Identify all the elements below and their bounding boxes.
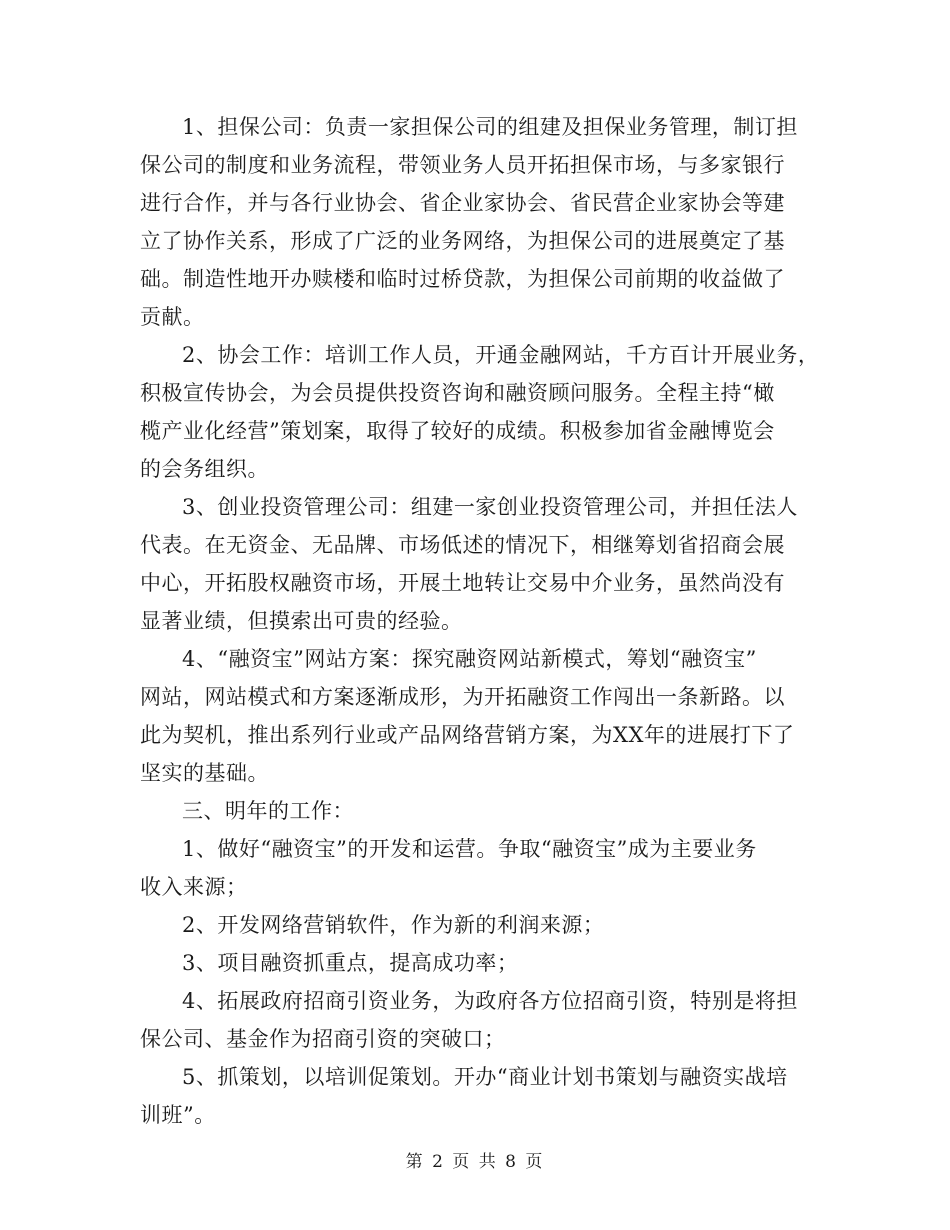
- document-body: [140, 108, 820, 1134]
- text-line: 显著业绩，但摸索出可贵的经验。: [140, 609, 463, 633]
- text-line: 训班”。: [140, 1103, 216, 1127]
- text-line: 4、拓展政府招商引资业务，为政府各方位招商引资，特别是将担: [182, 989, 798, 1013]
- text-line: 保公司的制度和业务流程，带领业务人员开拓担保市场，与多家银行: [140, 153, 785, 177]
- text-line: 中心，开拓股权融资市场，开展土地转让交易中介业务，虽然尚没有: [140, 571, 785, 595]
- text-line: 代表。在无资金、无品牌、市场低述的情况下，相继筹划省招商会展: [140, 533, 785, 557]
- text-line: 3、创业投资管理公司：组建一家创业投资管理公司，并担任法人: [182, 495, 798, 519]
- section-heading: 三、明年的工作：: [182, 799, 354, 823]
- text-line: 1、做好“融资宝”的开发和运营。争取“融资宝”成为主要业务: [182, 837, 757, 861]
- text-line: 积极宣传协会，为会员提供投资咨询和融资顾问服务。全程主持“橄: [140, 381, 775, 405]
- text-line: 的会务组织。: [140, 457, 269, 481]
- text-line: 此为契机，推出系列行业或产品网络营销方案，为XX年的进展打下了: [140, 723, 795, 747]
- text-line: 3、项目融资抓重点，提高成功率；: [182, 951, 519, 975]
- text-line: 榄产业化经营”策划案，取得了较好的成绩。积极参加省金融博览会: [140, 419, 775, 443]
- text-line: 收入来源；: [140, 875, 248, 899]
- text-line: 立了协作关系，形成了广泛的业务网络，为担保公司的进展奠定了基: [140, 229, 785, 253]
- text-line: 坚实的基础。: [140, 761, 269, 785]
- text-line: 2、开发网络营销软件，作为新的利润来源；: [182, 913, 605, 937]
- text-line: 进行合作，并与各行业协会、省企业家协会、省民营企业家协会等建: [140, 191, 785, 215]
- text-line: 贡献。: [140, 305, 205, 329]
- text-line: 4、“融资宝”网站方案：探究融资网站新模式，筹划“融资宝”: [182, 647, 757, 671]
- text-line: 础。制造性地开办赎楼和临时过桥贷款，为担保公司前期的收益做了: [140, 267, 785, 291]
- text-line: 网站，网站模式和方案逐渐成形，为开拓融资工作闯出一条新路。以: [140, 685, 785, 709]
- text-line: 5、抓策划，以培训促策划。开办“商业计划书策划与融资实战培: [182, 1065, 788, 1089]
- page-number-footer: 第 2 页 共 8 页: [405, 1152, 545, 1172]
- text-line: 2、协会工作：培训工作人员，开通金融网站，千方百计开展业务，: [182, 343, 820, 367]
- text-line: 保公司、基金作为招商引资的突破口；: [140, 1027, 506, 1051]
- text-line: 1、担保公司：负责一家担保公司的组建及担保业务管理，制订担: [182, 115, 798, 139]
